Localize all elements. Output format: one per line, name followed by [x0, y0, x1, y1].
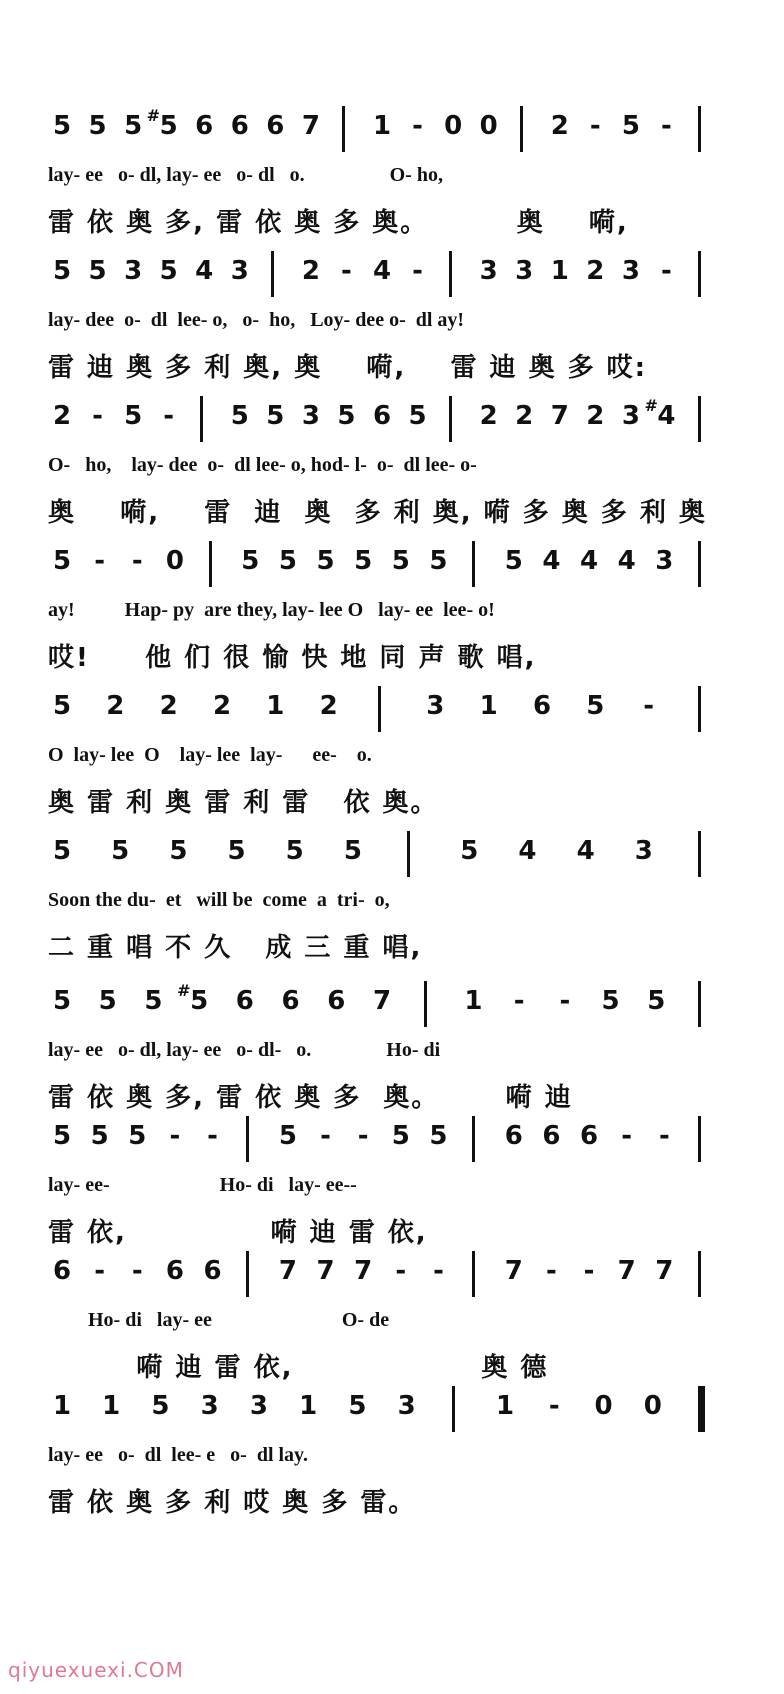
note: 5: [159, 256, 178, 286]
hold-dash: -: [589, 111, 601, 141]
barline: [200, 396, 203, 442]
lyric-chinese: 雷 依 奥 多, 雷 依 奥 多 奥。 奥 嗬,: [48, 208, 629, 238]
note: 6: [542, 1121, 561, 1151]
barline: [271, 251, 274, 297]
note: 6: [281, 986, 300, 1016]
note: 5: [316, 546, 335, 576]
hold-dash: -: [131, 546, 143, 576]
staff-line-10: [0, 1390, 784, 1560]
lyric-chinese: 雷 依 奥 多, 雷 依 奥 多 奥。 嗬 迪: [48, 1083, 573, 1113]
notes-row: [0, 1120, 784, 1176]
lyric-english: ay! Hap- py are they, lay- lee O lay- ee lee- o!: [48, 599, 495, 621]
note: 5: [241, 546, 260, 576]
note: 6: [235, 986, 254, 1016]
rest: 0: [165, 546, 184, 576]
barline: [472, 1116, 475, 1162]
note: # 5: [187, 985, 211, 1017]
note: 5: [343, 836, 362, 866]
note: 5: [429, 1121, 448, 1151]
final-barline: [698, 1386, 705, 1432]
note: 5: [111, 836, 130, 866]
note: 5: [408, 401, 427, 431]
barline: [452, 1386, 455, 1432]
hold-dash: -: [658, 1121, 670, 1151]
sharp-sign: #: [177, 981, 191, 1000]
hold-dash: -: [163, 401, 175, 431]
note: 5: [128, 1121, 147, 1151]
note: 2: [106, 691, 125, 721]
note: 3: [124, 256, 143, 286]
note: 2: [159, 691, 178, 721]
lyric-english: O- ho, lay- dee o- dl lee- o, hod- l- o- dl lee- o-: [48, 454, 477, 476]
lyric-chinese: 奥 嗬, 雷 迪 奥 多 利 奥, 嗬 多 奥 多 利 奥: [48, 498, 707, 528]
note: 3: [200, 1391, 219, 1421]
note: 4: [195, 256, 214, 286]
note: 2: [319, 691, 338, 721]
barline: [424, 981, 427, 1027]
lyric-chinese: 雷 依, 嗬 迪 雷 依,: [48, 1218, 428, 1248]
barline: [449, 396, 452, 442]
note: 5: [429, 546, 448, 576]
note: 5: [88, 111, 107, 141]
note: 5: [144, 986, 163, 1016]
barline: [698, 686, 701, 732]
note: 2: [52, 401, 72, 431]
barline: [209, 541, 212, 587]
note: 3: [426, 691, 445, 721]
lyric-english: lay- ee o- dl lee- e o- dl lay.: [48, 1444, 308, 1466]
lyric-english: O lay- lee O lay- lee lay- ee- o.: [48, 744, 372, 766]
note: 6: [52, 1256, 72, 1286]
note: 5: [52, 546, 72, 576]
rest: 0: [643, 1391, 662, 1421]
note: # 5: [157, 110, 181, 142]
hold-dash: -: [320, 1121, 331, 1151]
barline: [698, 251, 701, 297]
hold-dash: -: [169, 1121, 181, 1151]
note: 5: [278, 546, 297, 576]
note: 3: [397, 1391, 416, 1421]
note: 5: [337, 401, 356, 431]
note: 4: [372, 256, 392, 286]
notes-row: [0, 981, 784, 1041]
note: 5: [278, 1121, 297, 1151]
hold-dash: -: [412, 111, 423, 141]
note: 1: [299, 1391, 318, 1421]
barline: [698, 831, 701, 877]
note: 6: [195, 111, 214, 141]
note: 2: [301, 256, 320, 286]
hold-dash: -: [131, 1256, 143, 1286]
note: 3: [515, 256, 534, 286]
notes-row: [0, 255, 784, 311]
lyric-english: lay- dee o- dl lee- o, o- ho, Loy- dee o- dl ay!: [48, 309, 465, 331]
note: 5: [52, 256, 72, 286]
hold-dash: -: [661, 256, 672, 286]
lyric-chinese: 嗬 迪 雷 依, 奥 德: [48, 1353, 549, 1383]
sharp-sign: #: [644, 396, 658, 415]
note: 7: [655, 1256, 674, 1286]
note: 1: [464, 986, 483, 1016]
note: 5: [52, 986, 72, 1016]
note: 1: [266, 691, 285, 721]
lyric-chinese: 哎! 他 们 很 愉 快 地 同 声 歌 唱,: [48, 643, 537, 673]
hold-dash: -: [92, 401, 103, 431]
barline: [698, 106, 701, 152]
note: 6: [504, 1121, 523, 1151]
note: 5: [90, 1121, 109, 1151]
note: 5: [151, 1391, 170, 1421]
barline: [246, 1251, 249, 1297]
note: 7: [354, 1256, 373, 1286]
note: 1: [496, 1391, 515, 1421]
site-watermark: qiyuexuexi.COM: [8, 1658, 184, 1682]
note: 5: [504, 546, 523, 576]
barline: [698, 396, 701, 442]
note: 5: [391, 1121, 410, 1151]
note: 1: [479, 691, 498, 721]
note: 6: [230, 111, 249, 141]
hold-dash: -: [546, 1256, 557, 1286]
hold-dash: -: [513, 986, 525, 1016]
note: 4: [576, 836, 595, 866]
lyric-english: Soon the du- et will be come a tri- o,: [48, 889, 390, 911]
note: 7: [550, 401, 569, 431]
lyric-chinese: 雷 依 奥 多 利 哎 奥 多 雷。: [48, 1488, 417, 1518]
note: 5: [601, 986, 620, 1016]
barline: [449, 251, 452, 297]
barline: [698, 981, 701, 1027]
barline: [698, 1251, 701, 1297]
note: 6: [580, 1121, 599, 1151]
note: 6: [165, 1256, 184, 1286]
hold-dash: -: [357, 1121, 369, 1151]
note: 5: [52, 691, 72, 721]
rest: 0: [594, 1391, 613, 1421]
note: 5: [586, 691, 605, 721]
note: 6: [203, 1256, 222, 1286]
note: 5: [52, 836, 72, 866]
note: 5: [88, 256, 107, 286]
note: 5: [621, 111, 640, 141]
hold-dash: -: [433, 1256, 444, 1286]
barline: [407, 831, 410, 877]
notes-row: [0, 690, 784, 746]
note: 5: [391, 546, 410, 576]
barline: [698, 541, 701, 587]
note: 5: [460, 836, 479, 866]
note: 2: [586, 256, 605, 286]
lyric-chinese: 雷 迪 奥 多 利 奥, 奥 嗬, 雷 迪 奥 多 哎:: [48, 353, 648, 383]
note: 4: [542, 546, 561, 576]
rest: 0: [479, 111, 498, 141]
barline: [472, 541, 475, 587]
note: 6: [266, 111, 285, 141]
note: 7: [504, 1256, 523, 1286]
note: 5: [124, 111, 143, 141]
note: 6: [532, 691, 552, 721]
sharp-sign: #: [146, 106, 161, 125]
note: 2: [515, 401, 534, 431]
hold-dash: -: [341, 256, 352, 286]
note: 6: [372, 401, 392, 431]
note: 3: [655, 546, 674, 576]
lyric-chinese: 二 重 唱 不 久 成 三 重 唱,: [48, 933, 423, 963]
note: 3: [634, 836, 653, 866]
hold-dash: -: [94, 546, 106, 576]
lyric-english: lay- ee o- dl, lay- ee o- dl o. O- ho,: [48, 164, 443, 186]
note: 3: [479, 256, 498, 286]
note: 5: [230, 401, 249, 431]
note: 5: [52, 1121, 72, 1151]
note: 2: [586, 401, 605, 431]
note: 5: [354, 546, 373, 576]
hold-dash: -: [207, 1121, 218, 1151]
staff-line-6: [0, 835, 784, 1005]
note: 6: [327, 986, 346, 1016]
hold-dash: -: [94, 1256, 106, 1286]
note: 5: [348, 1391, 367, 1421]
hold-dash: -: [548, 1391, 560, 1421]
notes-row: [0, 1255, 784, 1311]
barline: [246, 1116, 249, 1162]
note: 2: [479, 401, 498, 431]
note: 7: [617, 1256, 636, 1286]
hold-dash: -: [583, 1256, 595, 1286]
note: 5: [647, 986, 666, 1016]
hold-dash: -: [412, 256, 423, 286]
hold-dash: -: [643, 691, 655, 721]
hold-dash: -: [395, 1256, 407, 1286]
note: 1: [102, 1391, 121, 1421]
lyric-english: lay- ee o- dl, lay- ee o- dl- o. Ho- di: [48, 1039, 441, 1061]
note: 2: [550, 111, 569, 141]
note: 3: [230, 256, 249, 286]
note: 3: [249, 1391, 268, 1421]
hold-dash: -: [661, 111, 672, 141]
note: 3: [621, 401, 640, 431]
notes-row: [0, 545, 784, 601]
note: 5: [266, 401, 285, 431]
lyric-english: lay- ee- Ho- di lay- ee--: [48, 1174, 357, 1196]
note: 1: [52, 1391, 72, 1421]
note: 5: [227, 836, 246, 866]
barline: [520, 106, 523, 152]
note: # 4: [654, 400, 678, 432]
barline: [342, 106, 345, 152]
notes-row: [0, 396, 784, 456]
note: 7: [316, 1256, 335, 1286]
notes-row: [0, 106, 784, 166]
note: 5: [124, 401, 143, 431]
note: 3: [301, 401, 320, 431]
barline: [472, 1251, 475, 1297]
note: 1: [550, 256, 569, 286]
note: 5: [52, 111, 72, 141]
note: 1: [372, 111, 392, 141]
note: 5: [169, 836, 188, 866]
lyric-chinese: 奥 雷 利 奥 雷 利 雷 依 奥。: [48, 788, 439, 818]
hold-dash: -: [621, 1121, 633, 1151]
rest: 0: [444, 111, 463, 141]
note: 4: [580, 546, 599, 576]
note: 4: [617, 546, 636, 576]
note: 4: [518, 836, 537, 866]
note: 3: [621, 256, 640, 286]
barline: [698, 1116, 701, 1162]
barline: [378, 686, 381, 732]
note: 7: [372, 986, 392, 1016]
note: 5: [98, 986, 117, 1016]
notes-row: [0, 835, 784, 891]
note: 7: [278, 1256, 297, 1286]
note: 7: [301, 111, 320, 141]
note: 2: [212, 691, 232, 721]
lyric-english: Ho- di lay- ee O- de: [48, 1309, 390, 1331]
hold-dash: -: [559, 986, 571, 1016]
notes-row: [0, 1390, 784, 1446]
note: 5: [285, 836, 304, 866]
